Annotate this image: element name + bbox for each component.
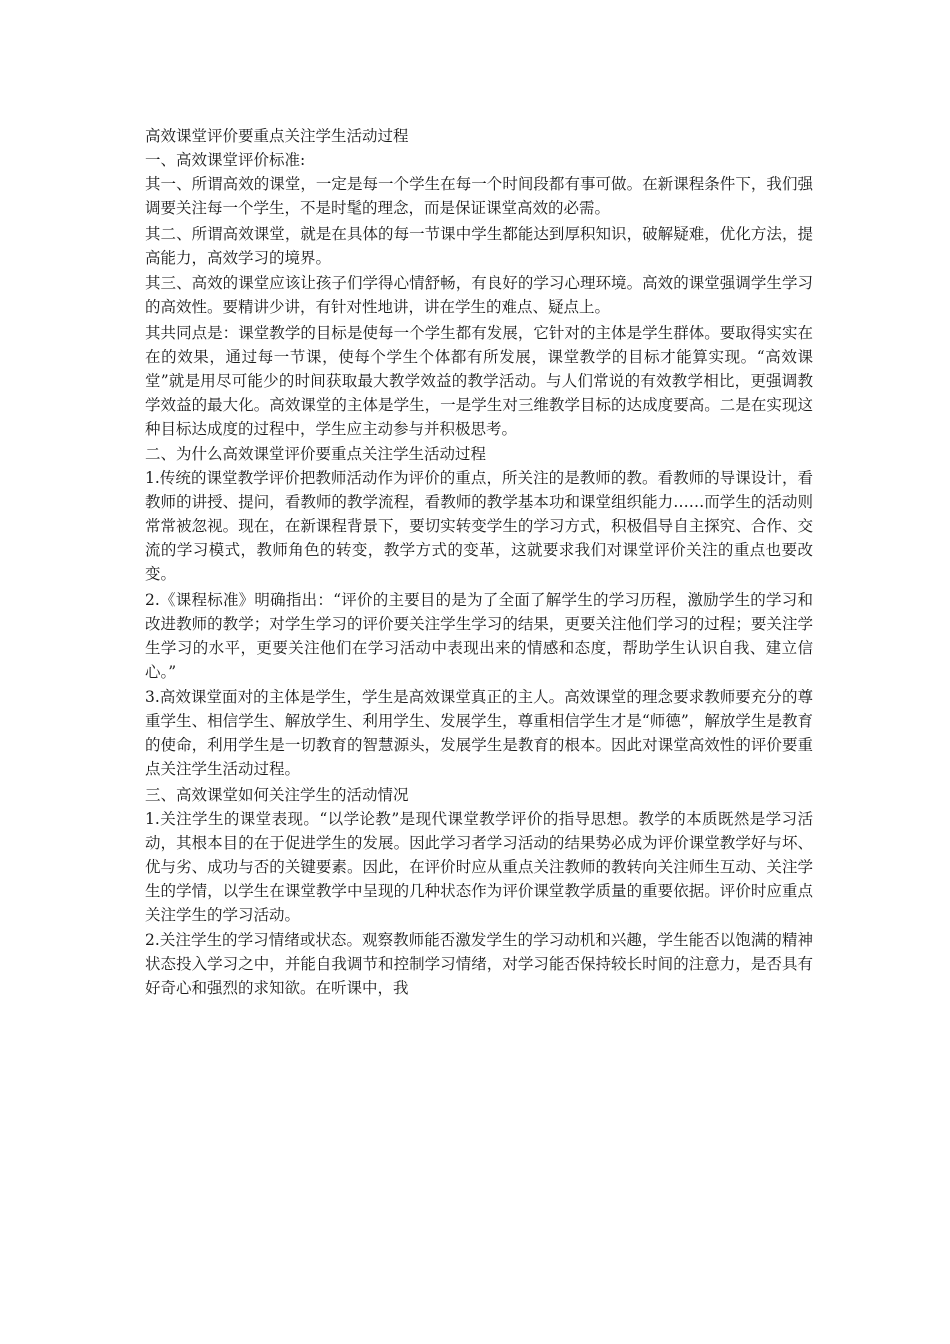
paragraph-3: 其三、高效的课堂应该让孩子们学得心情舒畅，有良好的学习心理环境。高效的课堂强调学生学习的高效性。要精讲少讲，有针对性地讲，讲在学生的难点、疑点上。	[145, 274, 813, 316]
paragraph-7: 3.高效课堂面对的主体是学生，学生是高效课堂真正的主人。高效课堂的理念要求教师要充分的尊重学生、相信学生、解放学生、利用学生、发展学生，尊重相信学生才是“师德”，解放学生是教育的使命，利用学生是一切教育的智慧源头，发展学生是教育的根本。因此对课堂高效性的评价要重点关注学生活动过程。	[145, 688, 813, 778]
section-heading-1: 一、高效课堂评价标准:	[145, 151, 306, 169]
document-title: 高效课堂评价要重点关注学生活动过程	[145, 127, 409, 145]
paragraph-8: 1.关注学生的课堂表现。“以学论教”是现代课堂教学评价的指导思想。教学的本质既然是学习活动，其根本目的在于促进学生的发展。因此学习者学习活动的结果势必成为评价课堂教学好与坏、优与劣、成功与否的关键要素。因此，在评价时应从重点关注教师的教转向关注师生互动、关注学生的学情，以学生在课堂教学中呈现的几种状态作为评价课堂教学质量的重要依据。评价时应重点关注学生的学习活动。	[145, 809, 813, 924]
section-heading-2: 二、为什么高效课堂评价要重点关注学生活动过程	[145, 445, 487, 463]
paragraph-6: 2.《课程标准》明确指出：“评价的主要目的是为了全面了解学生的学习历程，激励学生的学习和改进教师的教学；对学生学习的评价要关注学生学习的结果，更要关注他们学习的过程；要关注学生学习的水平，更要关注他们在学习活动中表现出来的情感和态度，帮助学生认识自我、建立信心。”	[145, 590, 813, 681]
section-heading-3: 三、高效课堂如何关注学生的活动情况	[145, 785, 409, 804]
document-page	[145, 124, 813, 1002]
paragraph-9: 2.关注学生的学习情绪或状态。观察教师能否激发学生的学习动机和兴趣，学生能否以饱满的精神状态投入学习之中，并能自我调节和控制学习情绪，对学习能否保持较长时间的注意力，是否具有好奇心和强烈的求知欲。在听课中，我	[145, 931, 813, 997]
paragraph-2: 其二、所谓高效课堂，就是在具体的每一节课中学生都能达到厚积知识，破解疑难，优化方法，提高能力，高效学习的境界。	[145, 224, 813, 267]
paragraph-5: 1.传统的课堂教学评价把教师活动作为评价的重点，所关注的是教师的教。看教师的导课设计，看教师的讲授、提问，看教师的教学流程，看教师的教学基本功和课堂组织能力……而学生的活动则常常被忽视。现在，在新课程背景下，要切实转变学生的学习方式，积极倡导自主探究、合作、交流的学习模式，教师角色的转变，教学方式的变革，这就要求我们对课堂评价关注的重点也要改变。	[145, 469, 813, 583]
paragraph-1: 其一、所谓高效的课堂，一定是每一个学生在每一个时间段都有事可做。在新课程条件下，我们强调要关注每一个学生，不是时髦的理念，而是保证课堂高效的必需。	[145, 175, 813, 217]
paragraph-4: 其共同点是：课堂教学的目标是使每一个学生都有发展，它针对的主体是学生群体。要取得实实在在的效果，通过每一节课，使每个学生个体都有所发展，课堂教学的目标才能算实现。“高效课堂”就是用尽可能少的时间获取最大教学效益的教学活动。与人们常说的有效教学相比，更强调教学效益的最大化。高效课堂的主体是学生，一是学生对三维教学目标的达成度要高。二是在实现这种目标达成度的过程中，学生应主动参与并积极思考。	[145, 323, 813, 438]
